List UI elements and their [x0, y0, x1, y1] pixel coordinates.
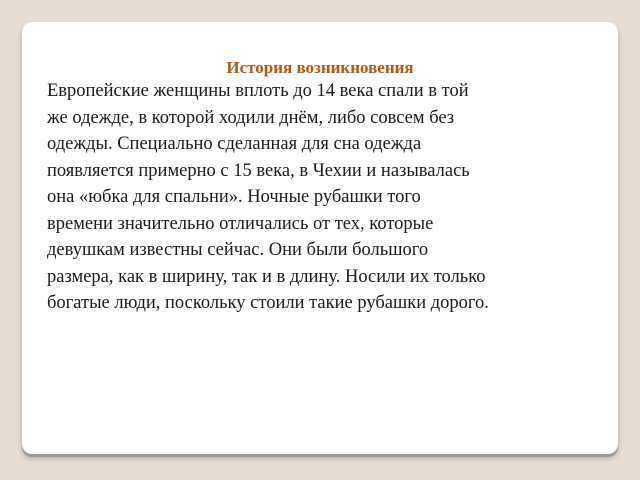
slide-title: История возникновения: [226, 58, 414, 77]
body-line: Европейские женщины вплоть до 14 века спали в той: [47, 81, 469, 101]
body-line: богатые люди, поскольку стоили такие рубашки дорого.: [47, 293, 489, 313]
slide-body: [47, 78, 567, 317]
body-line: она «юбка для спальни». Ночные рубашки того: [47, 187, 421, 207]
body-line: одежды. Специально сделанная для сна одежда: [47, 134, 422, 154]
body-line: появляется примерно с 15 века, в Чехии и называлась: [47, 160, 470, 181]
body-line: же одежде, в которой ходили днём, либо совсем без: [47, 107, 455, 128]
body-line: девушкам известны сейчас. Они были большого: [47, 240, 429, 260]
body-line: размера, как в ширину, так и в длину. Носили их только: [47, 266, 486, 287]
body-line: времени значительно отличались от тех, которые: [47, 213, 434, 234]
